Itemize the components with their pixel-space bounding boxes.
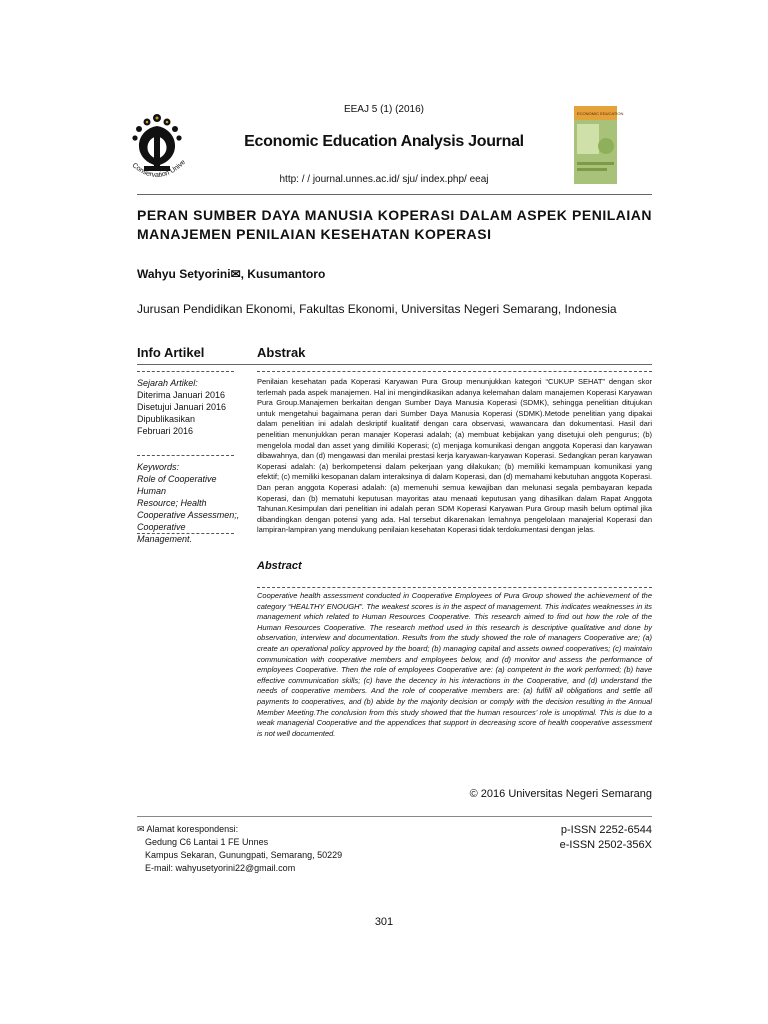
keyword-line: Resource; Health <box>137 498 207 508</box>
abstrak-heading: Abstrak <box>257 345 306 360</box>
abstract-text: Cooperative health assessment conducted in Cooperative Employees of Pura Group showed the achievement of the category “HEALTHY ENOUGH”. The weakest scores is in the aspect of management. This indicates weaknesses in its management which related to Human Resources Cooperative. This research aimed to find out how the role of the Human Resources Cooperative. The research method used in this research is descriptive qualitative and done by observation, interview and documentation. Results from the study showed the role of managers Cooperative are; (a) create an operational policy approved by the board; (b) managing capital and assets owned cooperatives; (c) maintain communication with cooperative members and employees below, and (d) monitor and assess the performance of employees Cooperative. Then the role of employees Cooperative are: (a) competent in the work performed; (b) have effective communication skills; (c) have the decency in his interactions in the Cooperative, and (d) understand the needs of cooperative members. And the role of cooperative members are: (a) fulfill all obligations and settle all payments to cooperatives, and (b) abide by the majority decision or comply with the decision resulting in the Annual Member Meeting.The conclusion from this study showed that the human resources’ role is unoptimal. This is due to a weak managerial Cooperative and the appendices that support in decreasing score of health cooperative assessment is not well documented. <box>257 591 652 738</box>
abstract-dash <box>257 587 652 588</box>
footer-divider <box>137 816 652 817</box>
journal-volume: EEAJ 5 (1) (2016) <box>343 104 425 115</box>
keyword-line: Role of Cooperative Human <box>137 474 217 496</box>
abstrak-dash <box>257 371 652 372</box>
abstract-heading: Abstract <box>257 560 302 572</box>
header-divider <box>137 194 652 195</box>
p-issn: p-ISSN 2252-6544 <box>560 824 652 836</box>
info-dash <box>137 371 234 372</box>
article-history <box>137 377 241 437</box>
corr-building: Gedung C6 Lantai 1 FE Unnes <box>145 837 269 847</box>
corr-campus: Kampus Sekaran, Gunungpati, Semarang, 50229 <box>145 850 343 860</box>
issn-block <box>540 823 652 853</box>
history-published: Februari 2016 <box>137 426 194 436</box>
article-authors: Wahyu Setyorini✉, Kusumantoro <box>137 267 326 281</box>
keyword-line: Cooperative Assessmen;, <box>137 510 240 520</box>
keywords-label: Keywords: <box>137 462 180 472</box>
journal-cover <box>574 106 624 184</box>
history-accepted: Disetujui Januari 2016 <box>137 402 227 412</box>
corr-email[interactable]: E-mail: wahyusetyorini22@gmail.com <box>145 863 296 873</box>
journal-url[interactable]: http: / / journal.unnes.ac.id/ sju/ index.php/ eeaj <box>279 174 489 185</box>
corr-label: ✉ Alamat korespondensi: <box>137 824 239 834</box>
section-divider <box>137 364 652 365</box>
article-title: PERAN SUMBER DAYA MANUSIA KOPERASI DALAM ASPEK PENILAIAN MANAJEMEN PENILAIAN KESEHATAN KOPERASI <box>137 207 652 242</box>
info-dash <box>137 455 234 456</box>
copyright: © 2016 Universitas Negeri Semarang <box>469 788 652 800</box>
e-issn: e-ISSN 2502-356X <box>559 839 652 851</box>
correspondence-address <box>137 823 342 875</box>
history-received: Diterima Januari 2016 <box>137 390 226 400</box>
history-label: Sejarah Artikel: <box>137 378 198 388</box>
history-published-label: Dipublikasikan <box>137 414 196 424</box>
article-affiliation: Jurusan Pendidikan Ekonomi, Fakultas Ekonomi, Universitas Negeri Semarang, Indonesia <box>137 302 617 316</box>
page-number: 301 <box>374 916 394 928</box>
svg-text:ECONOMIC EDUCATION: ECONOMIC EDUCATION <box>577 111 624 116</box>
journal-title: Economic Education Analysis Journal <box>244 133 524 150</box>
svg-text:Conservation University: Conservation Unive <box>130 158 188 180</box>
keyword-line: Cooperative Management. <box>137 522 193 544</box>
info-dash <box>137 533 234 534</box>
abstrak-text: Penilaian kesehatan pada Koperasi Karyawan Pura Group menunjukkan kategori “CUKUP SEHAT” dengan skor terlemah pada aspek manajemen. Hal ini mengindikasikan adanya kelemahan dalam manajemen Koperasi Karyawan Pura Group.Manajemen berkaitan dengan Sumber Daya Manusia Koperasi (SDMK), sehingga penelitian ditujukan untuk mengetahui bagaimana peran dari Sumber Daya Manusia Koperasi (SDMK).Metode penelitian yang dipakai dalam penelitian ini adalah deskriptif kualitatif dengan cara observasi, wawancara dan dokumentasi. Hasil dari penelitian menunjukkan peran manajer Koperasi adalah; (a) membuat kebijakan yang disetujui oleh pengurus; (b) mengelola modal dan asset yang dimiliki Koperasi; (c) menjaga komunikasi dengan anggota Koperasi dan karyawan dibawahnya, dan (d) mengawasi dan menilai prestasi kerja karyawan-karyawan Koperasi. Sedangkan peran karyawan Koperasi adalah: (a) berkompetensi dalam pekerjaan yang dilakukan; (b) memiliki kemampuan komunikasi yang efektif; (c) memiliki kesopanan dalam interaksinya di dalam Koperasi, dan (d) memahami kebutuhan anggota Koperasi. Dan peran anggota Koperasi adalah: (a) memenuhi semua kewajiban dan melunasi segala pembayaran kepada Koperasi, dan (b) mematuhi keputusan mayoritas atau menaati keputusan yang dihasilkan dalam Rapat Anggota Tahunan.Kesimpulan dari penelitian ini adalah peran SDM Koperasi Karyawan Pura Group masih belum optimal jika dibandingkan dengan potensi yang ada. Hal tersebut dikarenakan lemahnya pengelolaan manajerial Koperasi dan lampiran-lampiran yang mendukung penilaian kesehatan Koperasi tidak terdokumentasi dengan jelas. <box>257 377 652 535</box>
info-artikel-heading: Info Artikel <box>137 345 205 360</box>
